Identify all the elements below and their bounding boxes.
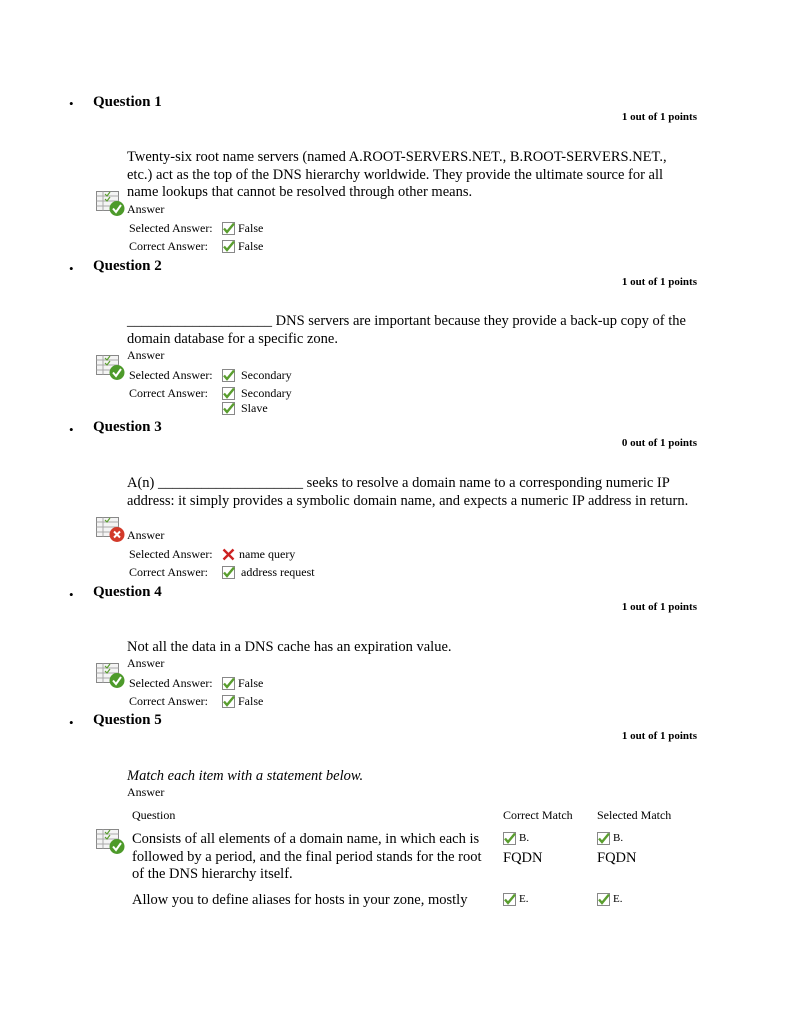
correct-answer-label: Correct Answer: [129,565,208,579]
match-row-selected [597,891,622,911]
correct-match-value: FQDN [503,850,543,866]
question-text: Twenty-six root name servers (named A.ROOT-SERVERS.NET., B.ROOT-SERVERS.NET., etc.) act as the top of the DNS hierarchy worldwide. They provide the ultimate source for all name lookups that cannot be resolved through other means. [127,149,667,200]
question-points: 1 out of 1 points [621,601,697,613]
selected-match-value: FQDN [597,850,637,866]
correct-grade-icon [96,355,126,381]
bullet-icon: • [69,715,74,730]
match-row-question: Allow you to define aliases for hosts in your zone, mostly [132,892,468,908]
question-points: 1 out of 1 points [621,276,697,288]
check-icon [222,402,235,415]
answer-heading: Answer [127,785,165,799]
correct-match-letter: B. [519,832,530,844]
match-row-selected [597,830,636,867]
selected-answer-value: False [238,221,264,235]
bullet-icon: • [69,96,74,111]
selected-answer-value: Secondary [241,368,292,382]
correct-answer-value: Slave [241,401,268,415]
correct-answer-label: Correct Answer: [129,386,208,400]
check-icon [222,566,235,579]
incorrect-x-icon [222,548,235,561]
correct-answer-value: False [238,239,264,253]
check-icon [222,677,235,690]
selected-match-letter: E. [613,893,623,905]
match-row-correct [503,830,542,867]
selected-answer-value: False [238,676,264,690]
answer-heading: Answer [127,528,165,542]
question-points: 1 out of 1 points [621,111,697,123]
check-icon [222,240,235,253]
selected-answer-label: Selected Answer: [129,547,213,561]
check-icon [503,893,516,906]
question-text: Match each item with a statement below. [127,768,364,784]
check-icon [597,893,610,906]
bullet-icon: • [69,261,74,276]
answer-heading: Answer [127,202,165,216]
check-icon [222,369,235,382]
question-title: Question 5 [93,712,162,728]
question-title: Question 2 [93,258,162,274]
correct-answer-value: Secondary [241,386,292,400]
check-icon [597,832,610,845]
selected-answer-label: Selected Answer: [129,221,213,235]
match-header-correct: Correct Match [503,808,573,822]
correct-match-letter: E. [519,893,529,905]
question-text: ____________________ DNS servers are important because they provide a back-up copy of the domain database for a specific zone. [127,313,686,347]
question-points: 0 out of 1 points [621,437,697,449]
selected-answer-value: name query [239,547,296,561]
match-header-selected: Selected Match [597,808,672,822]
answer-heading: Answer [127,348,165,362]
correct-answer-label: Correct Answer: [129,694,208,708]
correct-answer-label: Correct Answer: [129,239,208,253]
bullet-icon: • [69,422,74,437]
question-text: Not all the data in a DNS cache has an expiration value. [127,639,452,655]
selected-answer-label: Selected Answer: [129,676,213,690]
answer-heading: Answer [127,656,165,670]
match-row-correct [503,891,528,911]
correct-answer-value: address request [241,565,315,579]
selected-match-letter: B. [613,832,624,844]
correct-grade-icon [96,191,126,217]
correct-grade-icon [96,829,126,855]
match-header-question: Question [132,808,176,822]
question-points: 1 out of 1 points [621,730,697,742]
match-row-question: Consists of all elements of a domain name, in which each is followed by a period, and the final period stands for the root of the DNS hierarchy itself. [132,831,482,882]
check-icon [503,832,516,845]
check-icon [222,695,235,708]
check-icon [222,387,235,400]
incorrect-grade-icon [96,517,126,543]
correct-grade-icon [96,663,126,689]
question-title: Question 3 [93,419,162,435]
bullet-icon: • [69,587,74,602]
check-icon [222,222,235,235]
question-title: Question 1 [93,94,162,110]
selected-answer-label: Selected Answer: [129,368,213,382]
question-text: A(n) ____________________ seeks to resolve a domain name to a corresponding numeric IP address: it simply provides a symbolic domain name, and expects a numeric IP address in return. [127,475,689,509]
correct-answer-value: False [238,694,264,708]
question-title: Question 4 [93,584,162,600]
